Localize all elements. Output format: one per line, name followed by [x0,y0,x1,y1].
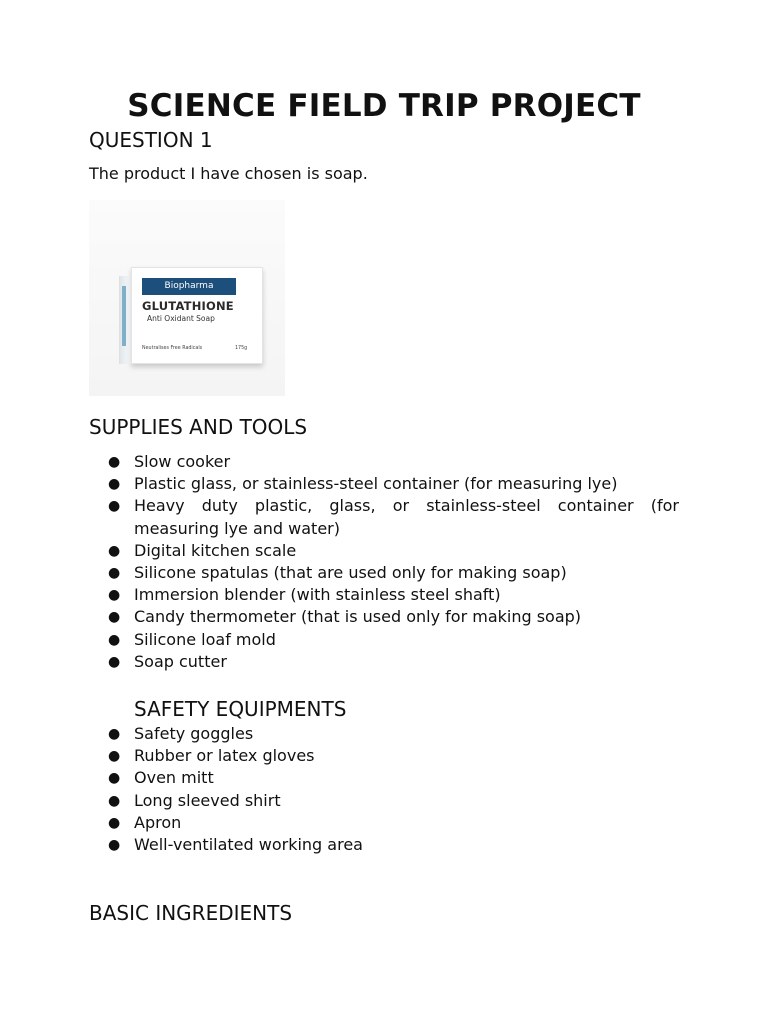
bullet-icon: ● [108,814,121,831]
bullet-icon: ● [108,770,121,787]
list-item-text: Candy thermometer (that is used only for making soap) [134,607,582,627]
bullet-icon: ● [108,631,121,648]
list-item [89,790,679,812]
list-item-text: Long sleeved shirt [134,790,281,810]
list-item [89,540,679,562]
bullet-icon: ● [108,542,121,559]
soap-box-side-stripe [122,286,126,346]
list-item [89,495,679,539]
safety-heading: SAFETY EQUIPMENTS [134,697,347,721]
page-title: SCIENCE FIELD TRIP PROJECT [127,88,641,124]
product-image [89,200,285,396]
list-item-text: Immersion blender (with stainless steel shaft) [134,585,501,605]
bullet-icon: ● [108,837,121,854]
list-item-text: Slow cooker [134,452,231,471]
supplies-list [89,451,679,673]
list-item [89,473,679,495]
list-item [89,745,679,767]
safety-list [89,723,679,856]
list-item [89,629,679,651]
list-item [89,723,679,745]
supplies-heading: SUPPLIES AND TOOLS [89,415,308,439]
soap-brand-label: Biopharma [142,278,236,295]
list-item-text: Soap cutter [134,651,227,671]
list-item [89,834,679,856]
bullet-icon: ● [108,476,121,493]
bullet-icon: ● [108,565,121,582]
list-item-text: Apron [134,812,182,832]
soap-box-front [131,267,263,364]
soap-product-name: GLUTATHIONE [142,299,234,313]
soap-product-subtitle: Anti Oxidant Soap [147,314,215,323]
soap-footer-left: Neutralises Free Radicals [142,346,203,351]
list-item [89,562,679,584]
bullet-icon: ● [108,653,121,670]
bullet-icon: ● [108,726,121,742]
list-item-text: Silicone spatulas (that are used only for making soap) [134,563,567,583]
list-item-text: Rubber or latex gloves [134,746,315,766]
list-item-text: Safety goggles [134,724,254,743]
bullet-icon: ● [108,498,121,515]
list-item-text: Plastic glass, or stainless-steel container (for measuring lye) [134,474,618,494]
bullet-icon: ● [108,587,121,604]
list-item [89,584,679,606]
soap-footer-right: 175g [235,346,248,351]
list-item-text: Silicone loaf mold [134,629,276,649]
list-item [89,606,679,628]
ingredients-heading: BASIC INGREDIENTS [89,901,293,925]
list-item-text: Heavy duty plastic, glass, or stainless-steel container (for measuring lye and water) [134,496,679,538]
intro-text: The product I have chosen is soap. [89,164,368,183]
bullet-icon: ● [108,792,121,809]
list-item [89,451,679,473]
list-item-text: Well-ventilated working area [134,835,363,855]
bullet-icon: ● [108,454,121,470]
list-item [89,651,679,673]
list-item [89,767,679,789]
list-item-text: Oven mitt [134,768,214,788]
bullet-icon: ● [108,748,121,765]
list-item-text: Digital kitchen scale [134,540,297,560]
list-item [89,812,679,834]
bullet-icon: ● [108,609,121,626]
question-heading: QUESTION 1 [89,128,213,152]
